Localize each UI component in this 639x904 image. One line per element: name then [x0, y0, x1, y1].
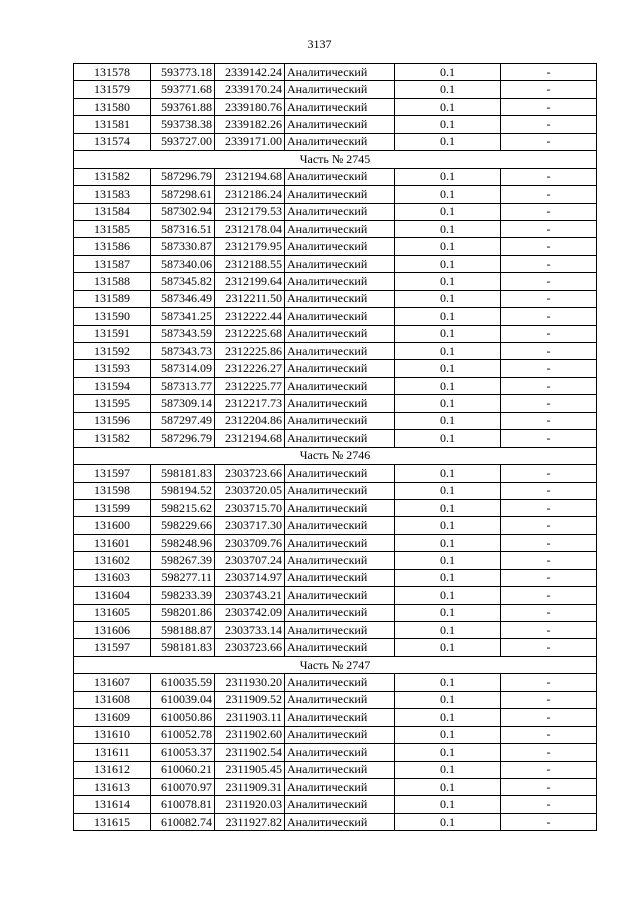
x-coordinate-cell: 598267.39	[151, 552, 215, 569]
table-row	[74, 499, 597, 516]
method-cell: Аналитический	[285, 482, 395, 499]
description-cell: -	[501, 64, 597, 81]
y-coordinate-cell: 2312179.95	[215, 238, 285, 255]
accuracy-cell: 0.1	[395, 552, 501, 569]
description-cell: -	[501, 203, 597, 220]
y-coordinate-cell: 2339180.76	[215, 98, 285, 115]
table-row	[74, 64, 597, 81]
y-coordinate-cell: 2312225.68	[215, 325, 285, 342]
x-coordinate-cell: 610060.21	[151, 761, 215, 778]
table-row	[74, 395, 597, 412]
description-cell: -	[501, 133, 597, 150]
description-cell: -	[501, 622, 597, 639]
x-coordinate-cell: 598194.52	[151, 482, 215, 499]
y-coordinate-cell: 2339170.24	[215, 81, 285, 98]
table-row	[74, 168, 597, 185]
x-coordinate-cell: 587345.82	[151, 273, 215, 290]
method-cell: Аналитический	[285, 203, 395, 220]
table-row	[74, 308, 597, 325]
y-coordinate-cell: 2312225.77	[215, 377, 285, 394]
point-number-cell: 131584	[74, 203, 151, 220]
table-row	[74, 587, 597, 604]
accuracy-cell: 0.1	[395, 726, 501, 743]
point-number-cell: 131599	[74, 499, 151, 516]
x-coordinate-cell: 587313.77	[151, 377, 215, 394]
x-coordinate-cell: 610070.97	[151, 778, 215, 795]
point-number-cell: 131597	[74, 465, 151, 482]
y-coordinate-cell: 2312226.27	[215, 360, 285, 377]
table-row	[74, 813, 597, 830]
x-coordinate-cell: 598229.66	[151, 517, 215, 534]
accuracy-cell: 0.1	[395, 308, 501, 325]
y-coordinate-cell: 2312222.44	[215, 308, 285, 325]
point-number-cell: 131605	[74, 604, 151, 621]
accuracy-cell: 0.1	[395, 168, 501, 185]
x-coordinate-cell: 610035.59	[151, 674, 215, 691]
x-coordinate-cell: 593771.68	[151, 81, 215, 98]
description-cell: -	[501, 517, 597, 534]
x-coordinate-cell: 587314.09	[151, 360, 215, 377]
page-number: 3137	[307, 37, 332, 51]
x-coordinate-cell: 587346.49	[151, 290, 215, 307]
description-cell: -	[501, 220, 597, 237]
x-coordinate-cell: 593761.88	[151, 98, 215, 115]
method-cell: Аналитический	[285, 255, 395, 272]
description-cell: -	[501, 744, 597, 761]
y-coordinate-cell: 2312199.64	[215, 273, 285, 290]
x-coordinate-cell: 598248.96	[151, 534, 215, 551]
table-row	[74, 534, 597, 551]
accuracy-cell: 0.1	[395, 622, 501, 639]
description-cell: -	[501, 499, 597, 516]
y-coordinate-cell: 2312225.86	[215, 343, 285, 360]
accuracy-cell: 0.1	[395, 430, 501, 447]
table-row	[74, 796, 597, 813]
point-number-cell: 131580	[74, 98, 151, 115]
method-cell: Аналитический	[285, 238, 395, 255]
point-number-cell: 131582	[74, 168, 151, 185]
table-row	[74, 116, 597, 133]
description-cell: -	[501, 343, 597, 360]
accuracy-cell: 0.1	[395, 377, 501, 394]
x-coordinate-cell: 610050.86	[151, 709, 215, 726]
x-coordinate-cell: 610052.78	[151, 726, 215, 743]
table-row	[74, 273, 597, 290]
point-number-cell: 131614	[74, 796, 151, 813]
description-cell: -	[501, 709, 597, 726]
table-row	[74, 639, 597, 656]
accuracy-cell: 0.1	[395, 517, 501, 534]
y-coordinate-cell: 2312217.73	[215, 395, 285, 412]
y-coordinate-cell: 2311930.20	[215, 674, 285, 691]
description-cell: -	[501, 377, 597, 394]
method-cell: Аналитический	[285, 290, 395, 307]
x-coordinate-cell: 610078.81	[151, 796, 215, 813]
description-cell: -	[501, 255, 597, 272]
table-row	[74, 691, 597, 708]
y-coordinate-cell: 2339171.00	[215, 133, 285, 150]
point-number-cell: 131591	[74, 325, 151, 342]
table-row	[74, 709, 597, 726]
accuracy-cell: 0.1	[395, 482, 501, 499]
description-cell: -	[501, 726, 597, 743]
accuracy-cell: 0.1	[395, 395, 501, 412]
x-coordinate-cell: 610053.37	[151, 744, 215, 761]
accuracy-cell: 0.1	[395, 220, 501, 237]
table-row	[74, 482, 597, 499]
description-cell: -	[501, 186, 597, 203]
method-cell: Аналитический	[285, 220, 395, 237]
y-coordinate-cell: 2311927.82	[215, 813, 285, 830]
table-row	[74, 186, 597, 203]
point-number-cell: 131613	[74, 778, 151, 795]
part-header-row	[74, 656, 597, 673]
method-cell: Аналитический	[285, 186, 395, 203]
accuracy-cell: 0.1	[395, 587, 501, 604]
method-cell: Аналитический	[285, 761, 395, 778]
point-number-cell: 131609	[74, 709, 151, 726]
table-row	[74, 465, 597, 482]
method-cell: Аналитический	[285, 430, 395, 447]
accuracy-cell: 0.1	[395, 133, 501, 150]
method-cell: Аналитический	[285, 604, 395, 621]
method-cell: Аналитический	[285, 64, 395, 81]
description-cell: -	[501, 238, 597, 255]
x-coordinate-cell: 593738.38	[151, 116, 215, 133]
table-row	[74, 674, 597, 691]
part-header-row	[74, 151, 597, 168]
table-row	[74, 744, 597, 761]
x-coordinate-cell: 587309.14	[151, 395, 215, 412]
method-cell: Аналитический	[285, 726, 395, 743]
coordinates-table	[73, 63, 597, 831]
y-coordinate-cell: 2303743.21	[215, 587, 285, 604]
point-number-cell: 131603	[74, 569, 151, 586]
point-number-cell: 131611	[74, 744, 151, 761]
accuracy-cell: 0.1	[395, 813, 501, 830]
method-cell: Аналитический	[285, 674, 395, 691]
table-row	[74, 238, 597, 255]
method-cell: Аналитический	[285, 395, 395, 412]
method-cell: Аналитический	[285, 116, 395, 133]
y-coordinate-cell: 2312194.68	[215, 168, 285, 185]
y-coordinate-cell: 2312194.68	[215, 430, 285, 447]
x-coordinate-cell: 598188.87	[151, 622, 215, 639]
method-cell: Аналитический	[285, 377, 395, 394]
x-coordinate-cell: 587340.06	[151, 255, 215, 272]
table-row	[74, 325, 597, 342]
method-cell: Аналитический	[285, 622, 395, 639]
table-row	[74, 203, 597, 220]
accuracy-cell: 0.1	[395, 325, 501, 342]
accuracy-cell: 0.1	[395, 255, 501, 272]
part-title: Часть № 2747	[74, 656, 597, 673]
accuracy-cell: 0.1	[395, 412, 501, 429]
table-row	[74, 220, 597, 237]
method-cell: Аналитический	[285, 168, 395, 185]
part-title: Часть № 2746	[74, 447, 597, 464]
method-cell: Аналитический	[285, 639, 395, 656]
accuracy-cell: 0.1	[395, 273, 501, 290]
y-coordinate-cell: 2303742.09	[215, 604, 285, 621]
point-number-cell: 131589	[74, 290, 151, 307]
accuracy-cell: 0.1	[395, 465, 501, 482]
part-header-row	[74, 447, 597, 464]
point-number-cell: 131593	[74, 360, 151, 377]
point-number-cell: 131602	[74, 552, 151, 569]
method-cell: Аналитический	[285, 343, 395, 360]
description-cell: -	[501, 412, 597, 429]
accuracy-cell: 0.1	[395, 360, 501, 377]
point-number-cell: 131574	[74, 133, 151, 150]
description-cell: -	[501, 360, 597, 377]
method-cell: Аналитический	[285, 98, 395, 115]
point-number-cell: 131586	[74, 238, 151, 255]
accuracy-cell: 0.1	[395, 290, 501, 307]
point-number-cell: 131588	[74, 273, 151, 290]
point-number-cell: 131594	[74, 377, 151, 394]
table-row	[74, 726, 597, 743]
point-number-cell: 131601	[74, 534, 151, 551]
method-cell: Аналитический	[285, 308, 395, 325]
point-number-cell: 131595	[74, 395, 151, 412]
x-coordinate-cell: 587297.49	[151, 412, 215, 429]
table-row	[74, 517, 597, 534]
method-cell: Аналитический	[285, 796, 395, 813]
accuracy-cell: 0.1	[395, 744, 501, 761]
x-coordinate-cell: 593727.00	[151, 133, 215, 150]
table-row	[74, 343, 597, 360]
description-cell: -	[501, 778, 597, 795]
method-cell: Аналитический	[285, 499, 395, 516]
description-cell: -	[501, 395, 597, 412]
method-cell: Аналитический	[285, 534, 395, 551]
accuracy-cell: 0.1	[395, 778, 501, 795]
x-coordinate-cell: 587296.79	[151, 430, 215, 447]
accuracy-cell: 0.1	[395, 691, 501, 708]
method-cell: Аналитический	[285, 517, 395, 534]
y-coordinate-cell: 2312211.50	[215, 290, 285, 307]
table-row	[74, 360, 597, 377]
description-cell: -	[501, 639, 597, 656]
x-coordinate-cell: 587316.51	[151, 220, 215, 237]
point-number-cell: 131607	[74, 674, 151, 691]
accuracy-cell: 0.1	[395, 499, 501, 516]
description-cell: -	[501, 430, 597, 447]
x-coordinate-cell: 598233.39	[151, 587, 215, 604]
method-cell: Аналитический	[285, 360, 395, 377]
accuracy-cell: 0.1	[395, 343, 501, 360]
description-cell: -	[501, 168, 597, 185]
description-cell: -	[501, 273, 597, 290]
method-cell: Аналитический	[285, 273, 395, 290]
y-coordinate-cell: 2303723.66	[215, 639, 285, 656]
x-coordinate-cell: 587330.87	[151, 238, 215, 255]
x-coordinate-cell: 598181.83	[151, 639, 215, 656]
method-cell: Аналитический	[285, 587, 395, 604]
table-row	[74, 81, 597, 98]
point-number-cell: 131600	[74, 517, 151, 534]
point-number-cell: 131606	[74, 622, 151, 639]
point-number-cell: 131581	[74, 116, 151, 133]
description-cell: -	[501, 761, 597, 778]
accuracy-cell: 0.1	[395, 761, 501, 778]
point-number-cell: 131582	[74, 430, 151, 447]
y-coordinate-cell: 2312178.04	[215, 220, 285, 237]
coordinates-table-body	[74, 64, 597, 831]
accuracy-cell: 0.1	[395, 186, 501, 203]
table-row	[74, 98, 597, 115]
table-row	[74, 133, 597, 150]
description-cell: -	[501, 813, 597, 830]
y-coordinate-cell: 2312188.55	[215, 255, 285, 272]
description-cell: -	[501, 552, 597, 569]
accuracy-cell: 0.1	[395, 569, 501, 586]
point-number-cell: 131604	[74, 587, 151, 604]
table-row	[74, 290, 597, 307]
accuracy-cell: 0.1	[395, 534, 501, 551]
accuracy-cell: 0.1	[395, 238, 501, 255]
x-coordinate-cell: 587296.79	[151, 168, 215, 185]
table-row	[74, 255, 597, 272]
method-cell: Аналитический	[285, 744, 395, 761]
description-cell: -	[501, 98, 597, 115]
point-number-cell: 131592	[74, 343, 151, 360]
y-coordinate-cell: 2303717.30	[215, 517, 285, 534]
accuracy-cell: 0.1	[395, 116, 501, 133]
y-coordinate-cell: 2303715.70	[215, 499, 285, 516]
y-coordinate-cell: 2311909.52	[215, 691, 285, 708]
point-number-cell: 131579	[74, 81, 151, 98]
y-coordinate-cell: 2311903.11	[215, 709, 285, 726]
point-number-cell: 131596	[74, 412, 151, 429]
table-row	[74, 622, 597, 639]
point-number-cell: 131598	[74, 482, 151, 499]
accuracy-cell: 0.1	[395, 604, 501, 621]
description-cell: -	[501, 325, 597, 342]
method-cell: Аналитический	[285, 81, 395, 98]
y-coordinate-cell: 2303707.24	[215, 552, 285, 569]
x-coordinate-cell: 587343.59	[151, 325, 215, 342]
accuracy-cell: 0.1	[395, 64, 501, 81]
table-row	[74, 377, 597, 394]
description-cell: -	[501, 308, 597, 325]
table-row	[74, 778, 597, 795]
description-cell: -	[501, 482, 597, 499]
y-coordinate-cell: 2303733.14	[215, 622, 285, 639]
accuracy-cell: 0.1	[395, 98, 501, 115]
y-coordinate-cell: 2303723.66	[215, 465, 285, 482]
point-number-cell: 131597	[74, 639, 151, 656]
x-coordinate-cell: 587343.73	[151, 343, 215, 360]
table-row	[74, 430, 597, 447]
method-cell: Аналитический	[285, 813, 395, 830]
part-title: Часть № 2745	[74, 151, 597, 168]
method-cell: Аналитический	[285, 133, 395, 150]
x-coordinate-cell: 598201.86	[151, 604, 215, 621]
method-cell: Аналитический	[285, 552, 395, 569]
point-number-cell: 131612	[74, 761, 151, 778]
description-cell: -	[501, 534, 597, 551]
point-number-cell: 131583	[74, 186, 151, 203]
y-coordinate-cell: 2311902.54	[215, 744, 285, 761]
table-row	[74, 569, 597, 586]
description-cell: -	[501, 465, 597, 482]
y-coordinate-cell: 2303720.05	[215, 482, 285, 499]
y-coordinate-cell: 2311909.31	[215, 778, 285, 795]
x-coordinate-cell: 587298.61	[151, 186, 215, 203]
y-coordinate-cell: 2339142.24	[215, 64, 285, 81]
accuracy-cell: 0.1	[395, 81, 501, 98]
y-coordinate-cell: 2311905.45	[215, 761, 285, 778]
y-coordinate-cell: 2311920.03	[215, 796, 285, 813]
accuracy-cell: 0.1	[395, 203, 501, 220]
point-number-cell: 131610	[74, 726, 151, 743]
y-coordinate-cell: 2303709.76	[215, 534, 285, 551]
y-coordinate-cell: 2303714.97	[215, 569, 285, 586]
table-row	[74, 604, 597, 621]
point-number-cell: 131578	[74, 64, 151, 81]
x-coordinate-cell: 598277.11	[151, 569, 215, 586]
y-coordinate-cell: 2311902.60	[215, 726, 285, 743]
accuracy-cell: 0.1	[395, 796, 501, 813]
method-cell: Аналитический	[285, 569, 395, 586]
description-cell: -	[501, 796, 597, 813]
y-coordinate-cell: 2312204.86	[215, 412, 285, 429]
y-coordinate-cell: 2339182.26	[215, 116, 285, 133]
description-cell: -	[501, 290, 597, 307]
method-cell: Аналитический	[285, 325, 395, 342]
point-number-cell: 131590	[74, 308, 151, 325]
y-coordinate-cell: 2312186.24	[215, 186, 285, 203]
method-cell: Аналитический	[285, 691, 395, 708]
y-coordinate-cell: 2312179.53	[215, 203, 285, 220]
accuracy-cell: 0.1	[395, 709, 501, 726]
accuracy-cell: 0.1	[395, 674, 501, 691]
description-cell: -	[501, 116, 597, 133]
x-coordinate-cell: 610039.04	[151, 691, 215, 708]
method-cell: Аналитический	[285, 465, 395, 482]
description-cell: -	[501, 674, 597, 691]
x-coordinate-cell: 593773.18	[151, 64, 215, 81]
method-cell: Аналитический	[285, 412, 395, 429]
point-number-cell: 131585	[74, 220, 151, 237]
x-coordinate-cell: 598181.83	[151, 465, 215, 482]
x-coordinate-cell: 587341.25	[151, 308, 215, 325]
x-coordinate-cell: 610082.74	[151, 813, 215, 830]
table-row	[74, 412, 597, 429]
description-cell: -	[501, 604, 597, 621]
description-cell: -	[501, 81, 597, 98]
accuracy-cell: 0.1	[395, 639, 501, 656]
point-number-cell: 131608	[74, 691, 151, 708]
method-cell: Аналитический	[285, 778, 395, 795]
x-coordinate-cell: 598215.62	[151, 499, 215, 516]
table-row	[74, 552, 597, 569]
description-cell: -	[501, 691, 597, 708]
method-cell: Аналитический	[285, 709, 395, 726]
x-coordinate-cell: 587302.94	[151, 203, 215, 220]
point-number-cell: 131587	[74, 255, 151, 272]
description-cell: -	[501, 569, 597, 586]
table-row	[74, 761, 597, 778]
point-number-cell: 131615	[74, 813, 151, 830]
description-cell: -	[501, 587, 597, 604]
